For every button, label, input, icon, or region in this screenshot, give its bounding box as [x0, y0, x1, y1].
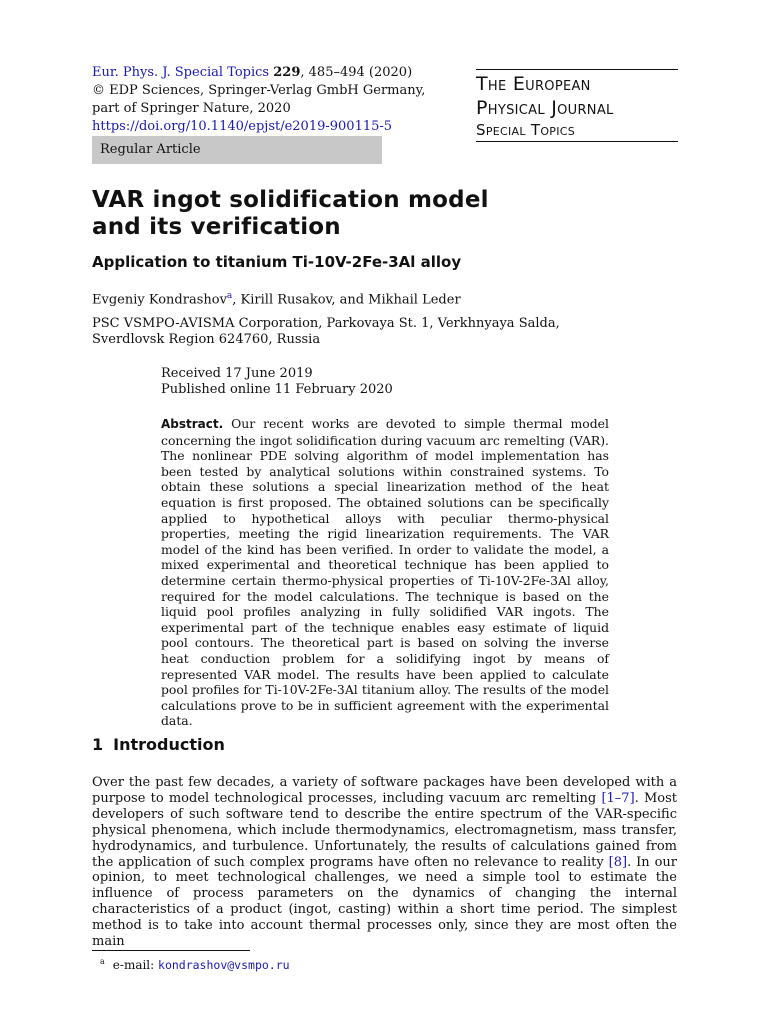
body-text-2: . Most developers of such software tend to describe the entire spectrum of the VAR-specific physical phenomena, which include thermodynamics, electromagnetism, mass transfer, hydrodynamics, and turbulence. Unfortunately, the results of calculations gained from the application of such complex programs have often no relevance to reality: [92, 790, 677, 870]
masthead-line-1: The European: [476, 73, 591, 95]
footnote-mark-link[interactable]: a: [226, 291, 233, 301]
paper-subtitle: Application to titanium Ti-10V-2Fe-3Al alloy: [92, 253, 462, 271]
journal-link[interactable]: Eur. Phys. J. Special Topics: [92, 65, 270, 80]
citation-ref-1-7[interactable]: [1–7]: [601, 790, 635, 806]
doi-link[interactable]: https://doi.org/10.1140/epjst/e2019-900115-5: [92, 119, 393, 134]
citation-line-1: [92, 64, 452, 82]
email-link[interactable]: kondrashov@vsmpo.ru: [158, 958, 290, 972]
abstract: [161, 416, 609, 729]
section-number: 1: [92, 735, 104, 754]
section-heading: [92, 735, 225, 755]
received-date: Received 17 June 2019: [161, 366, 313, 381]
title-line-1: VAR ingot solidification model: [92, 187, 489, 213]
footnote: [100, 954, 600, 973]
copyright-line: © EDP Sciences, Springer-Verlag GmbH Germany,: [92, 83, 426, 98]
masthead-line-3: Special Topics: [476, 121, 678, 142]
author-first: Evgeniy Kondrashov: [92, 292, 227, 308]
affiliation-line-1: PSC VSMPO-AVISMA Corporation, Parkovaya St. 1, Verkhnyaya Salda,: [92, 316, 560, 331]
affiliation: [92, 316, 652, 348]
title-line-2: and its verification: [92, 214, 341, 240]
citation-ref-8[interactable]: [8]: [608, 854, 628, 870]
article-type-band: Regular Article: [92, 136, 382, 164]
citation-block: [92, 64, 452, 136]
volume-number: 229: [273, 65, 301, 80]
journal-masthead: [476, 69, 678, 142]
author-list: [92, 287, 652, 309]
published-date: Published online 11 February 2020: [161, 382, 393, 397]
author-rest: , Kirill Rusakov, and Mikhail Leder: [232, 292, 461, 308]
pages-year: , 485–494 (2020): [300, 65, 413, 80]
abstract-label: Abstract.: [161, 417, 224, 431]
footnote-mark: a: [100, 957, 105, 966]
footnote-label: e-mail:: [112, 958, 159, 972]
abstract-text: Our recent works are devoted to simple thermal model concerning the ingot solidification during vacuum arc remelting (VAR). The nonlinear PDE solving algorithm of model implementation has been tested by analytical solutions within constrained systems. To obtain these solutions a special linearization method of the heat equation is first proposed. The obtained solutions can be specifically applied to hypothetical alloys with peculiar thermo-physical properties, meeting the rigid linearization requirements. The VAR model of the kind has been verified. In order to validate the model, a mixed experimental and theoretical technique has been applied to determine certain thermo-physical properties of Ti-10V-2Fe-3Al alloy, required for the model calculations. The technique is based on the liquid pool profiles analyzing in fully solidified VAR ingots. The experimental part of the technique enables easy estimate of liquid pool contours. The theoretical part is based on solving the inverse heat conduction problem for a solidifying ingot by means of represented VAR model. The results have been applied to calculate pool profiles for Ti-10V-2Fe-3Al titanium alloy. The results of the model calculations prove to be in sufficient agreement with the experimental data.: [161, 416, 609, 729]
footnote-rule: [92, 950, 250, 951]
body-text-1: Over the past few decades, a variety of software packages have been developed with a purpose to model technological processes, including vacuum arc remelting: [92, 775, 677, 806]
introduction-paragraph: [92, 775, 677, 950]
section-title: Introduction: [113, 735, 225, 754]
publisher-line: part of Springer Nature, 2020: [92, 101, 291, 116]
publication-dates: [161, 366, 561, 398]
body-text-3: . In our opinion, to meet technological challenges, we need a simple tool to estimate the influence of process parameters on the dynamics of changing the internal characteristics of a product (ingot, casting) within a short time period. The simplest method is to take into account thermal processes only, since they are most often the main: [92, 854, 677, 950]
masthead-line-2: Physical Journal: [476, 97, 614, 119]
affiliation-line-2: Sverdlovsk Region 624760, Russia: [92, 332, 321, 347]
paper-title: [92, 187, 532, 241]
